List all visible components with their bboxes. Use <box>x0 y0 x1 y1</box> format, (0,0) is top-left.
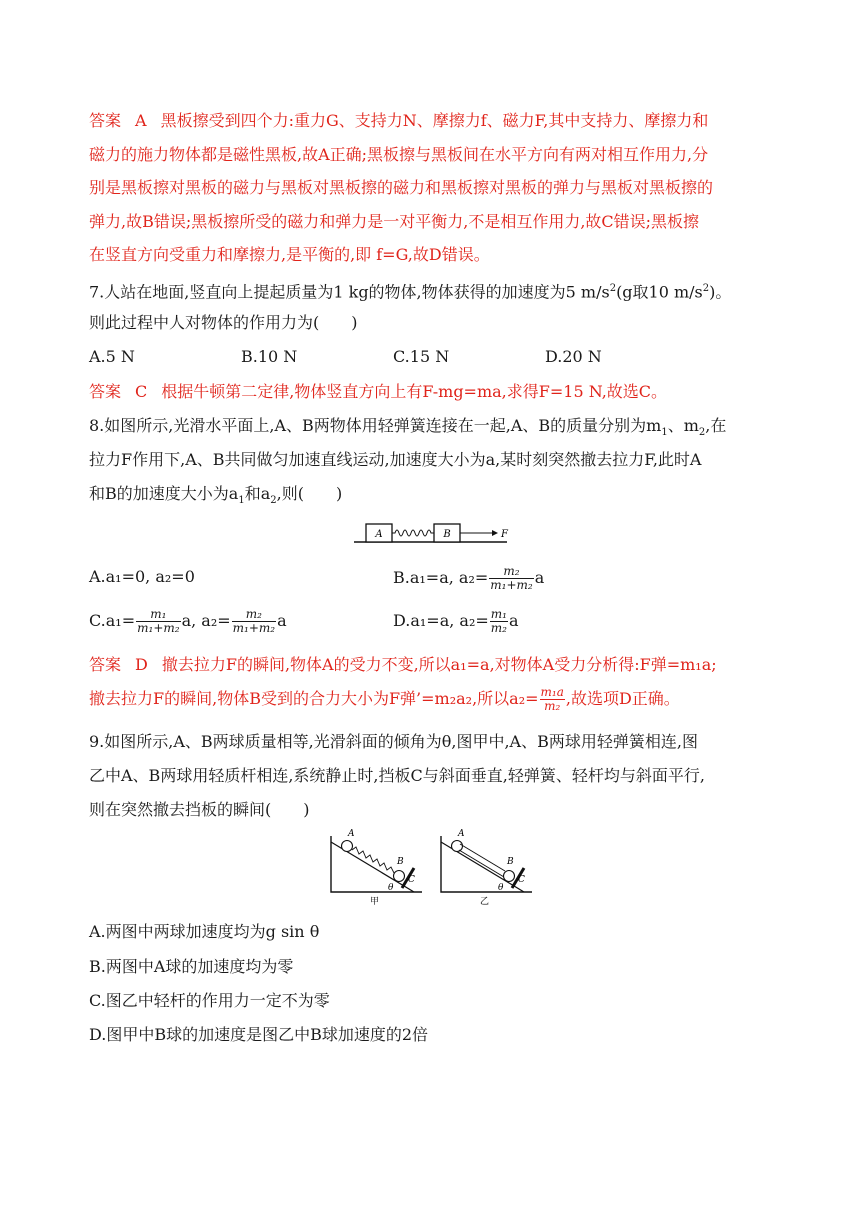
frac-num: m₁a <box>540 685 564 699</box>
answer-letter: C <box>135 382 148 401</box>
question-8-line-1 <box>89 414 726 445</box>
ball-b <box>504 871 515 882</box>
frac-den: m₁+m₂ <box>232 621 276 635</box>
q8-b-suffix: a <box>534 568 545 587</box>
q7-option-d: D.20 N <box>545 347 602 366</box>
label-c: C <box>408 875 415 885</box>
answer-8-line-2 <box>89 686 680 713</box>
question-7-line-1 <box>89 277 731 304</box>
caption-yi: 乙 <box>480 897 490 906</box>
question-9-line-3: 则在突然撤去挡板的瞬间( ) <box>89 800 310 819</box>
answer-label: 答案 <box>89 382 122 401</box>
label-c: C <box>518 875 525 885</box>
q8-c-prefix: C.a₁= <box>89 611 136 630</box>
q7-sup-2: 2 <box>702 283 710 294</box>
frac-num: m₂ <box>232 608 276 622</box>
incline-yi <box>441 829 532 906</box>
question-9-line-2: 乙中A、B两球用轻质杆相连,系统静止时,挡板C与斜面垂直,轻弹簧、轻杆均与斜面平行, <box>89 766 705 785</box>
answer-7-line <box>89 380 667 404</box>
frac-num: m₁ <box>490 607 507 621</box>
answer-8-line-1 <box>89 653 717 677</box>
label-a: A <box>348 829 355 839</box>
q8-text-e: 和a <box>244 484 271 503</box>
q8-text-b: 、m <box>667 416 699 435</box>
q8-option-c <box>89 608 287 635</box>
block-b-label: B <box>443 529 451 540</box>
q9-option-d: D.图甲中B球的加速度是图乙中B球加速度的2倍 <box>89 1025 429 1044</box>
arrow-head-icon <box>492 530 498 536</box>
question-7-line-2: 则此过程中人对物体的作用力为( ) <box>89 313 358 332</box>
answer-label: 答案 <box>89 111 122 130</box>
question-8-line-3 <box>89 482 342 513</box>
answer-6-line-1 <box>89 109 708 133</box>
answer-6-line-2: 磁力的施力物体都是磁性黑板,故A正确;黑板擦与黑板间在水平方向有两对相互作用力,分 <box>89 145 709 164</box>
q7-text-c: )。 <box>709 282 732 302</box>
answer-letter: A <box>135 111 147 130</box>
answer-6-line-3: 别是黑板擦对黑板的磁力与黑板对黑板擦的磁力和黑板擦对黑板的弹力与黑板对黑板擦的 <box>89 178 714 197</box>
q8-option-b <box>393 565 544 592</box>
label-a: A <box>458 829 465 839</box>
q7-option-a: A.5 N <box>89 347 135 366</box>
incline-jia <box>331 829 422 906</box>
q8-sub-4: 2 <box>270 495 277 507</box>
frac-den: m₂ <box>490 621 507 635</box>
frac-num: m₂ <box>489 565 533 579</box>
answer-8-text-1: 撤去拉力F的瞬间,物体A的受力不变,所以a₁=a,对物体A受力分析得:F弹=m₁a; <box>161 655 717 674</box>
spring-blocks-figure <box>352 519 512 545</box>
q8-option-d <box>393 608 519 635</box>
frac-den: m₂ <box>544 699 561 713</box>
answer-8-text-3: ,故选项D正确。 <box>565 689 680 708</box>
q9-option-c: C.图乙中轻杆的作用力一定不为零 <box>89 991 330 1010</box>
q9-option-a: A.两图中两球加速度均为g sin θ <box>89 922 320 941</box>
q8-text-c: ,在 <box>705 416 727 435</box>
frac-num: m₁ <box>136 608 180 622</box>
fraction <box>490 608 508 635</box>
question-9-line-1: 9.如图所示,A、B两球质量相等,光滑斜面的倾角为θ,图甲中,A、B两球用轻弹簧相连,图 <box>89 732 698 751</box>
answer-letter: D <box>135 655 148 674</box>
answer-6-text-1: 黑板擦受到四个力:重力G、支持力N、摩擦力f、磁力F,其中支持力、摩擦力和 <box>160 111 709 130</box>
q8-b-prefix: B.a₁=a, a₂= <box>393 568 489 587</box>
q9-option-b: B.两图中A球的加速度均为零 <box>89 957 294 976</box>
q7-text-b: (g取10 m/s <box>616 282 703 302</box>
question-8-line-2: 拉力F作用下,A、B共同做匀加速直线运动,加速度大小为a,某时刻突然撤去拉力F,此时A <box>89 450 702 469</box>
force-label: F <box>501 529 508 540</box>
frac-den: m₁+m₂ <box>490 578 533 592</box>
q8-d-prefix: D.a₁=a, a₂= <box>393 611 489 630</box>
q8-text-d: 和B的加速度大小为a <box>89 484 239 503</box>
label-theta: θ <box>498 883 504 893</box>
q8-text-a: 8.如图所示,光滑水平面上,A、B两物体用轻弹簧连接在一起,A、B的质量分别为m <box>89 416 662 435</box>
answer-6-line-5: 在竖直方向受重力和摩擦力,是平衡的,即 f=G,故D错误。 <box>89 245 490 264</box>
fraction <box>232 608 276 635</box>
q7-option-c: C.15 N <box>393 347 450 366</box>
caption-jia: 甲 <box>370 897 380 906</box>
q8-c-suffix: a <box>277 611 287 630</box>
incline-figure <box>328 828 534 906</box>
ball-b <box>394 871 405 882</box>
block-a-label: A <box>375 529 383 540</box>
fraction <box>136 608 180 635</box>
q8-sub-2: 2 <box>698 427 706 439</box>
ball-a <box>342 841 353 852</box>
q7-sup-1: 2 <box>609 283 617 294</box>
q8-d-suffix: a <box>508 611 519 630</box>
q7-text-a: 7.人站在地面,竖直向上提起质量为1 kg的物体,物体获得的加速度为5 m/s <box>89 282 610 302</box>
answer-8-text-2: 撤去拉力F的瞬间,物体B受到的合力大小为F弹’=m₂a₂,所以a₂= <box>89 689 539 708</box>
q8-option-a: A.a₁=0, a₂=0 <box>89 567 195 586</box>
frac-den: m₁+m₂ <box>137 621 180 635</box>
q8-sub-3: 1 <box>238 495 245 507</box>
q8-text-f: ,则( ) <box>276 484 343 503</box>
label-b: B <box>507 857 514 867</box>
rod-bottom <box>459 850 504 877</box>
answer-label: 答案 <box>89 655 122 674</box>
fraction <box>489 565 533 592</box>
q7-option-b: B.10 N <box>241 347 298 366</box>
label-theta: θ <box>388 883 394 893</box>
ball-a <box>452 841 463 852</box>
spring <box>392 530 434 536</box>
answer-7-text: 根据牛顿第二定律,物体竖直方向上有F-mg=ma,求得F=15 N,故选C。 <box>161 382 668 401</box>
q8-sub-1: 1 <box>661 427 668 439</box>
q8-c-mid: a, a₂= <box>181 611 231 630</box>
answer-6-line-4: 弹力,故B错误;黑板擦所受的磁力和弹力是一对平衡力,不是相互作用力,故C错误;黑板擦 <box>89 212 700 231</box>
label-b: B <box>397 857 404 867</box>
spring <box>352 847 394 873</box>
fraction <box>540 686 565 713</box>
